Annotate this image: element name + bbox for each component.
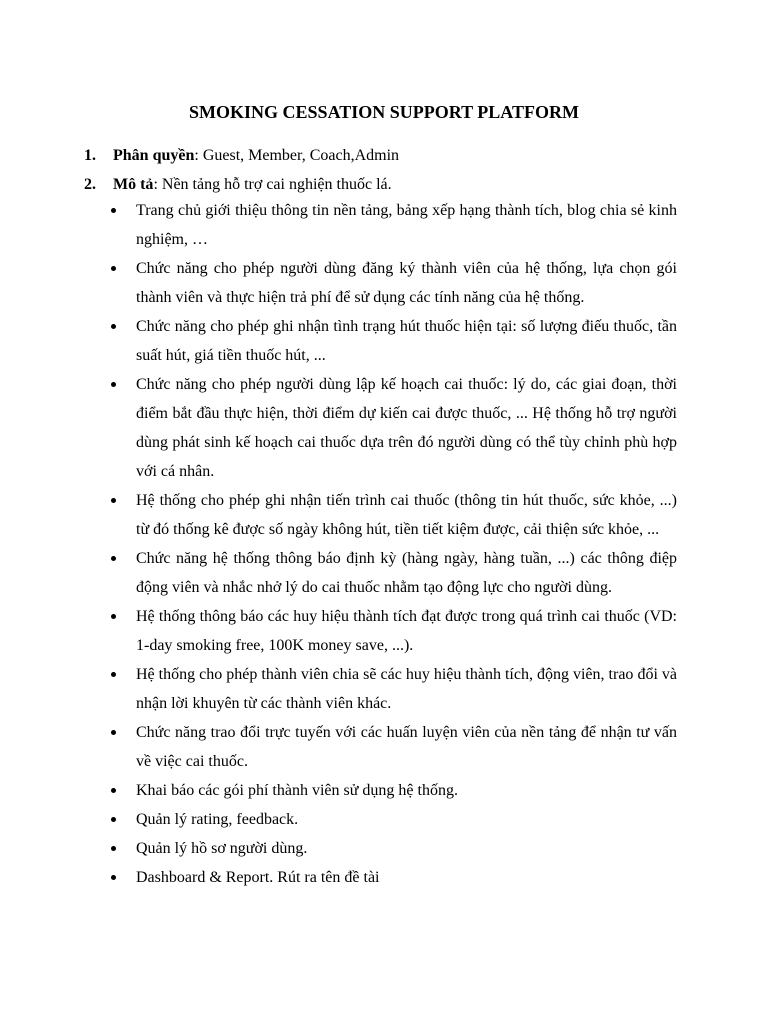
bullet-item: Khai báo các gói phí thành viên sử dụng hệ thống. [109,776,677,805]
document-title: SMOKING CESSATION SUPPORT PLATFORM [189,102,579,122]
bullet-item: Quản lý rating, feedback. [109,805,677,834]
bullet-item: Hệ thống cho phép thành viên chia sẽ các huy hiệu thành tích, động viên, trao đổi và nhận lời khuyên từ các thành viên khác. [109,660,677,718]
section-item [84,141,684,170]
feature-bullet-list [109,196,677,892]
numbered-list [84,141,684,199]
bullet-item: Trang chủ giới thiệu thông tin nền tảng, bảng xếp hạng thành tích, blog chia sẻ kinh nghiệm, … [109,196,677,254]
bullet-item: Chức năng cho phép người dùng lập kế hoạch cai thuốc: lý do, các giai đoạn, thời điểm bắt đầu thực hiện, thời điểm dự kiến cai được thuốc, ... Hệ thống hỗ trợ người dùng phát sinh kế hoạch cai thuốc dựa trên đó người dùng có thể tùy chỉnh phù hợp với cá nhân. [109,370,677,486]
section-label: Mô tả [113,176,154,193]
bullet-item: Hệ thống thông báo các huy hiệu thành tích đạt được trong quá trình cai thuốc (VD: 1-day smoking free, 100K money save, ...). [109,602,677,660]
bullet-item: Dashboard & Report. Rút ra tên đề tài [109,863,677,892]
section-text: : Nền tảng hỗ trợ cai nghiện thuốc lá. [153,176,392,193]
bullet-item: Hệ thống cho phép ghi nhận tiến trình cai thuốc (thông tin hút thuốc, sức khỏe, ...) từ đó thống kê được số ngày không hút, tiền tiết kiệm được, cải thiện sức khỏe, ... [109,486,677,544]
bullet-item: Chức năng hệ thống thông báo định kỳ (hàng ngày, hàng tuần, ...) các thông điệp động viên và nhắc nhở lý do cai thuốc nhằm tạo động lực cho người dùng. [109,544,677,602]
bullet-item: Chức năng cho phép người dùng đăng ký thành viên của hệ thống, lựa chọn gói thành viên và thực hiện trả phí để sử dụng các tính năng của hệ thống. [109,254,677,312]
bullet-item: Chức năng cho phép ghi nhận tình trạng hút thuốc hiện tại: số lượng điếu thuốc, tần suất hút, giá tiền thuốc hút, ... [109,312,677,370]
section-label: Phân quyền [113,147,195,164]
section-number: 1. [84,147,96,164]
section-item [84,170,684,199]
bullet-item: Quản lý hồ sơ người dùng. [109,834,677,863]
bullet-item: Chức năng trao đổi trực tuyến với các huấn luyện viên của nền tảng để nhận tư vấn về việc cai thuốc. [109,718,677,776]
section-number: 2. [84,176,96,193]
section-text: : Guest, Member, Coach,Admin [194,147,400,164]
